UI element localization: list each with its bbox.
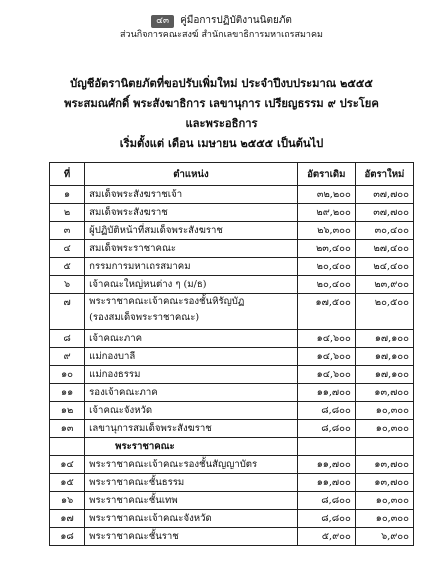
row-number: ๑๓ [50, 420, 85, 438]
row-old-rate: ๘,๘๐๐ [297, 510, 355, 528]
row-position: พระราชาคณะชั้นธรรม [85, 474, 298, 492]
book-title: คู่มือการปฏิบัติงานนิตยภัต [180, 15, 292, 26]
row-new-rate: ๑๐,๓๐๐ [355, 510, 413, 528]
row-position: พระราชาคณะเจ้าคณะรองชั้นสัญญาบัตร [85, 456, 298, 474]
row-position [85, 294, 298, 330]
title-line-2: พระสมณศักดิ์ พระสังฆาธิการ เลขานุการ เปรียญธรรม ๙ ประโยค [64, 96, 379, 110]
row-old-rate: ๒๖,๓๐๐ [297, 222, 355, 240]
table-body [50, 186, 414, 546]
row-old-rate: ๓๒,๒๐๐ [297, 186, 355, 204]
table-row [50, 186, 414, 204]
table-row [50, 510, 414, 528]
section-row [50, 438, 414, 456]
row-new-rate: ๓๗,๗๐๐ [355, 186, 413, 204]
row-position: พระราชาคณะชั้นราช [85, 528, 298, 546]
row-position: พระราชาคณะชั้นเทพ [85, 492, 298, 510]
header-new-rate: อัตราใหม่ [355, 163, 413, 186]
row-new-rate: ๒๗,๔๐๐ [355, 240, 413, 258]
row-number: ๑๕ [50, 474, 85, 492]
table-row [50, 456, 414, 474]
row-old-rate: ๑๔,๖๐๐ [297, 348, 355, 366]
row-position: สมเด็จพระสังฆราช [85, 204, 298, 222]
table-row [50, 474, 414, 492]
row-number: ๙ [50, 348, 85, 366]
row-old-rate: ๒๙,๒๐๐ [297, 204, 355, 222]
row-new-rate: ๑๗,๑๐๐ [355, 348, 413, 366]
row-new-rate: ๑๐,๓๐๐ [355, 492, 413, 510]
title-line-4: เริ่มตั้งแต่ เดือน เมษายน ๒๕๕๕ เป็นต้นไป [119, 136, 324, 150]
row-new-rate: ๑๓,๗๐๐ [355, 384, 413, 402]
document-title [30, 73, 413, 153]
running-header [0, 14, 443, 42]
row-position: กรรมการมหาเถรสมาคม [85, 258, 298, 276]
table-row [50, 222, 414, 240]
row-number: ๕ [50, 258, 85, 276]
row-number: ๖ [50, 276, 85, 294]
row-position: สมเด็จพระราชาคณะ [85, 240, 298, 258]
row-old-rate: ๘,๘๐๐ [297, 402, 355, 420]
row-old-rate: ๑๔,๖๐๐ [297, 330, 355, 348]
row-old-rate: ๑๑,๗๐๐ [297, 456, 355, 474]
table-row [50, 366, 414, 384]
row-number: ๑๔ [50, 456, 85, 474]
row-old-rate: ๕,๙๐๐ [297, 528, 355, 546]
row-number: ๑ [50, 186, 85, 204]
header-position: ตำแหน่ง [85, 163, 298, 186]
section-empty-cell [50, 438, 85, 456]
table-row [50, 330, 414, 348]
row-number: ๘ [50, 330, 85, 348]
row-new-rate: ๑๓,๗๐๐ [355, 474, 413, 492]
row-number: ๒ [50, 204, 85, 222]
row-number: ๓ [50, 222, 85, 240]
row-old-rate: ๑๗,๕๐๐ [297, 294, 355, 330]
table-row [50, 276, 414, 294]
row-old-rate: ๑๔,๖๐๐ [297, 366, 355, 384]
row-new-rate: ๖,๙๐๐ [355, 528, 413, 546]
row-position: สมเด็จพระสังฆราชเจ้า [85, 186, 298, 204]
row-number: ๑๑ [50, 384, 85, 402]
row-position: แม่กองบาลี [85, 348, 298, 366]
row-position: พระราชาคณะเจ้าคณะจังหวัด [85, 510, 298, 528]
section-empty-cell [297, 438, 355, 456]
title-line-3: และพระอธิการ [185, 116, 258, 130]
table-row [50, 420, 414, 438]
table-row [50, 384, 414, 402]
header-top-line [0, 14, 443, 28]
row-number: ๑๐ [50, 366, 85, 384]
table-row [50, 528, 414, 546]
row-new-rate: ๑๐,๓๐๐ [355, 402, 413, 420]
row-new-rate: ๑๗,๑๐๐ [355, 366, 413, 384]
row-number: ๔ [50, 240, 85, 258]
row-new-rate: ๑๗,๑๐๐ [355, 330, 413, 348]
table-row [50, 258, 414, 276]
position-line-2: (รองสมเด็จพระราชาคณะ) [89, 312, 200, 323]
row-new-rate: ๑๓,๗๐๐ [355, 456, 413, 474]
row-new-rate: ๓๗,๗๐๐ [355, 204, 413, 222]
row-position: เลขานุการสมเด็จพระสังฆราช [85, 420, 298, 438]
header-number: ที่ [50, 163, 85, 186]
row-new-rate: ๓๐,๔๐๐ [355, 222, 413, 240]
row-number: ๑๖ [50, 492, 85, 510]
publisher: ส่วนกิจการคณะสงฆ์ สำนักเลขาธิการมหาเถรสมาคม [120, 30, 323, 40]
title-line-1: บัญชีอัตรานิตยภัตที่ขอปรับเพิ่มใหม่ ประจำปีงบประมาณ ๒๕๕๕ [70, 76, 373, 90]
page-number: ๔๓ [151, 15, 174, 28]
row-number: ๗ [50, 294, 85, 330]
row-position: เจ้าคณะใหญ่หนต่าง ๆ (ม/ธ) [85, 276, 298, 294]
header-old-rate: อัตราเดิม [297, 163, 355, 186]
position-line-1: พระราชาคณะเจ้าคณะรองชั้นหิรัญบัฏ [89, 296, 245, 307]
table-row [50, 492, 414, 510]
section-label: พระราชาคณะ [85, 438, 298, 456]
row-old-rate: ๒๓,๔๐๐ [297, 240, 355, 258]
row-new-rate: ๒๓,๙๐๐ [355, 276, 413, 294]
row-new-rate: ๒๔,๔๐๐ [355, 258, 413, 276]
row-new-rate: ๒๐,๕๐๐ [355, 294, 413, 330]
row-old-rate: ๑๑,๗๐๐ [297, 384, 355, 402]
row-position: รองเจ้าคณะภาค [85, 384, 298, 402]
row-position: ผู้ปฏิบัติหน้าที่สมเด็จพระสังฆราช [85, 222, 298, 240]
row-old-rate: ๘,๘๐๐ [297, 492, 355, 510]
row-number: ๑๗ [50, 510, 85, 528]
row-position: เจ้าคณะจังหวัด [85, 402, 298, 420]
row-position: แม่กองธรรม [85, 366, 298, 384]
row-old-rate: ๒๐,๔๐๐ [297, 276, 355, 294]
allowance-rate-table [49, 162, 414, 546]
row-position: เจ้าคณะภาค [85, 330, 298, 348]
table-row [50, 204, 414, 222]
row-old-rate: ๒๐,๔๐๐ [297, 258, 355, 276]
section-empty-cell [355, 438, 413, 456]
row-number: ๑๒ [50, 402, 85, 420]
table-row [50, 402, 414, 420]
row-old-rate: ๘,๘๐๐ [297, 420, 355, 438]
table-row [50, 294, 414, 330]
row-number: ๑๘ [50, 528, 85, 546]
table-header-row [50, 163, 414, 186]
table-row [50, 348, 414, 366]
row-new-rate: ๑๐,๓๐๐ [355, 420, 413, 438]
row-old-rate: ๑๑,๗๐๐ [297, 474, 355, 492]
table-row [50, 240, 414, 258]
